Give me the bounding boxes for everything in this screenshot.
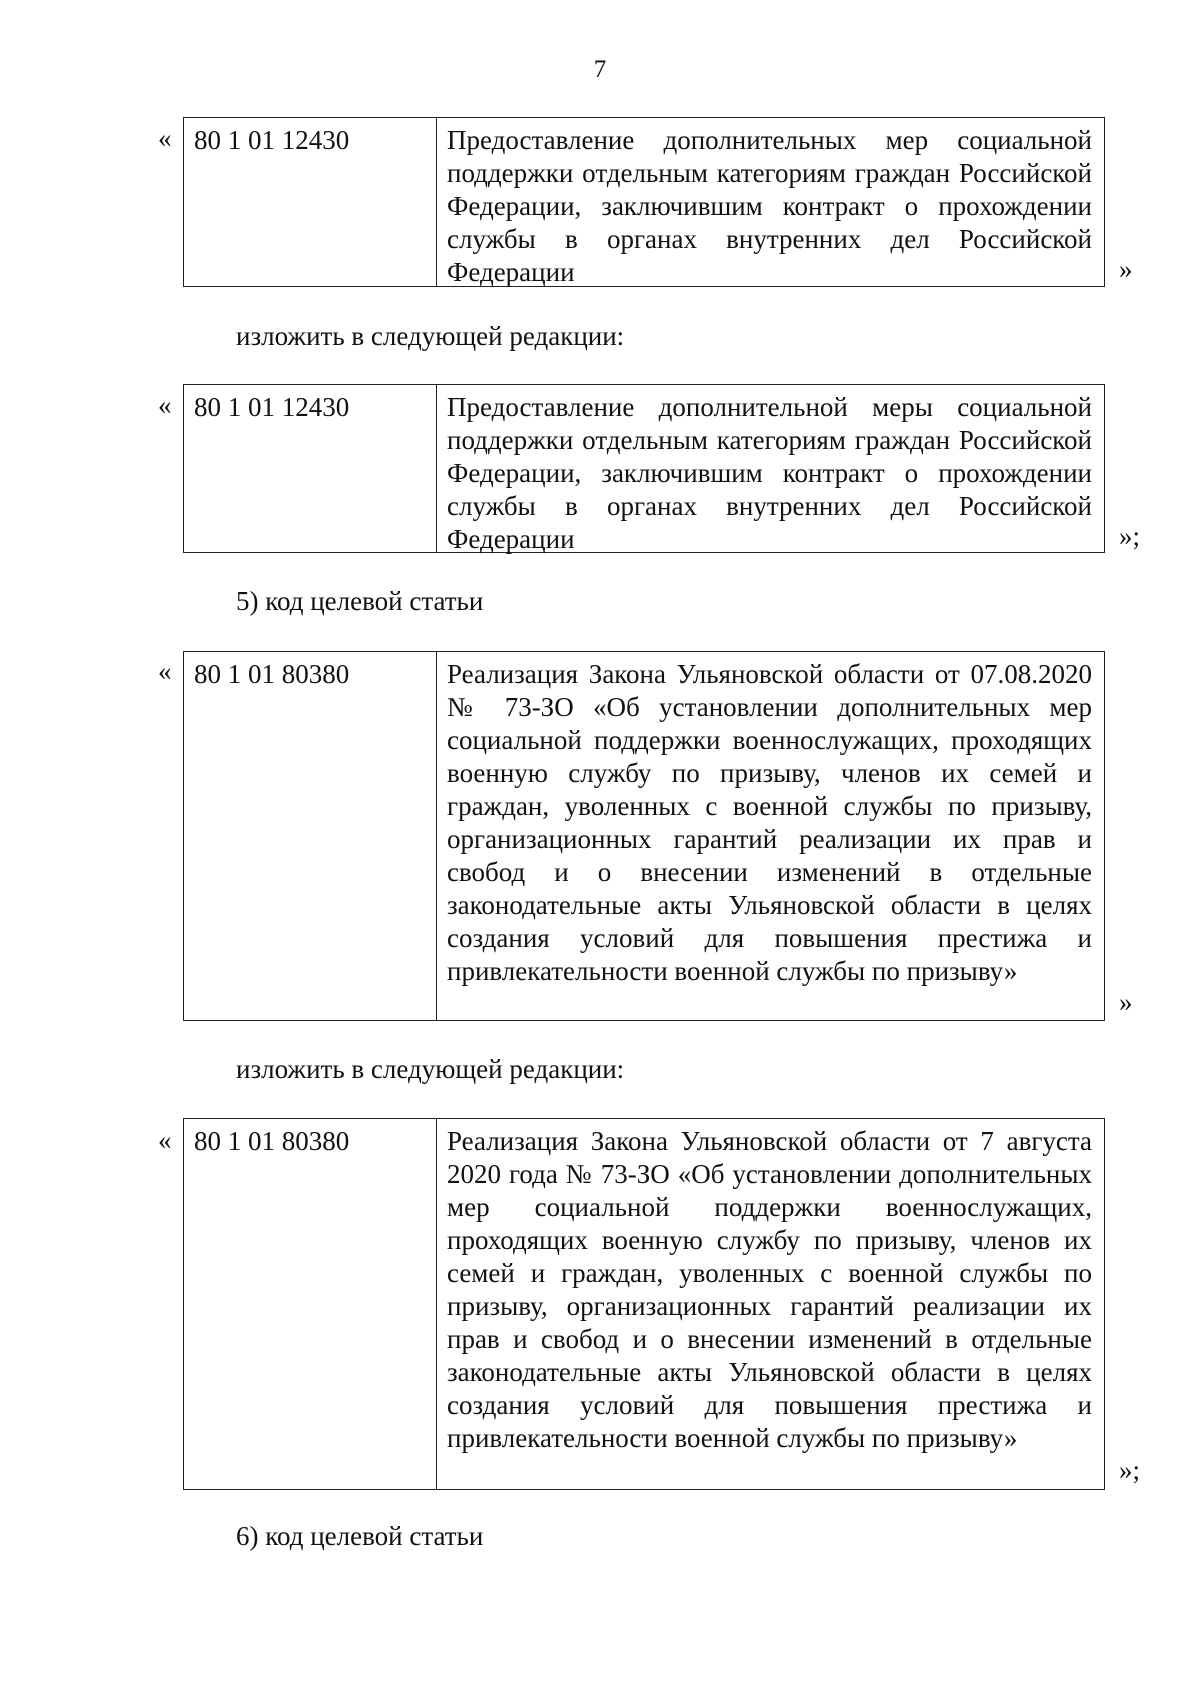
code-cell: 80 1 01 12430	[184, 118, 437, 286]
description-cell: Предоставление дополнительных мер социальной поддержки отдельным категориям граждан Российской Федерации, заключившим контракт о прохождении службы в органах внутренних дел Российской Федерации	[447, 125, 1092, 287]
open-quote: «	[158, 390, 172, 420]
open-quote: «	[158, 1125, 172, 1155]
code-cell: 80 1 01 80380	[184, 1119, 437, 1489]
item-5-paragraph: 5) код целевой статьи	[236, 586, 484, 616]
open-quote: «	[158, 123, 172, 153]
code-cell: 80 1 01 12430	[184, 385, 437, 552]
close-quote: »;	[1119, 521, 1141, 551]
open-quote: «	[158, 656, 172, 686]
close-quote: »	[1119, 254, 1133, 284]
description-cell: Реализация Закона Ульяновской области от 07.08.2020 № 73-ЗО «Об установлении дополнительных мер социальной поддержки военнослужащих, проходящих военную службу по призыву, членов их семей и граждан, уволенных с военной службы по призыву, организационных гарантий реализации их прав и свобод и о внесении изменений в отдельные законодательные акты Ульяновской области в целях создания условий для повышения престижа и привлекательности военной службы по призыву»	[447, 659, 1092, 986]
code-table-1	[183, 117, 1105, 287]
restate-paragraph-1: изложить в следующей редакции:	[236, 321, 625, 351]
code-table-4	[183, 1118, 1105, 1490]
code-table-2	[183, 384, 1105, 553]
close-quote: »;	[1119, 1455, 1141, 1485]
page-number: 7	[593, 56, 607, 83]
item-6-paragraph: 6) код целевой статьи	[236, 1521, 484, 1551]
restate-paragraph-2: изложить в следующей редакции:	[236, 1054, 625, 1084]
description-cell: Предоставление дополнительной меры социальной поддержки отдельным категориям граждан Российской Федерации, заключившим контракт о прохождении службы в органах внутренних дел Российской Федерации	[447, 392, 1092, 554]
code-table-3	[183, 651, 1105, 1021]
close-quote: »	[1119, 987, 1133, 1017]
description-cell: Реализация Закона Ульяновской области от 7 августа 2020 года № 73-ЗО «Об установлении дополнительных мер социальной поддержки военнослужащих, проходящих военную службу по призыву, членов их семей и граждан, уволенных с военной службы по призыву, организационных гарантий реализации их прав и свобод и о внесении изменений в отдельные законодательные акты Ульяновской области в целях создания условий для повышения престижа и привлекательности военной службы по призыву»	[447, 1126, 1092, 1453]
code-cell: 80 1 01 80380	[184, 652, 437, 1020]
